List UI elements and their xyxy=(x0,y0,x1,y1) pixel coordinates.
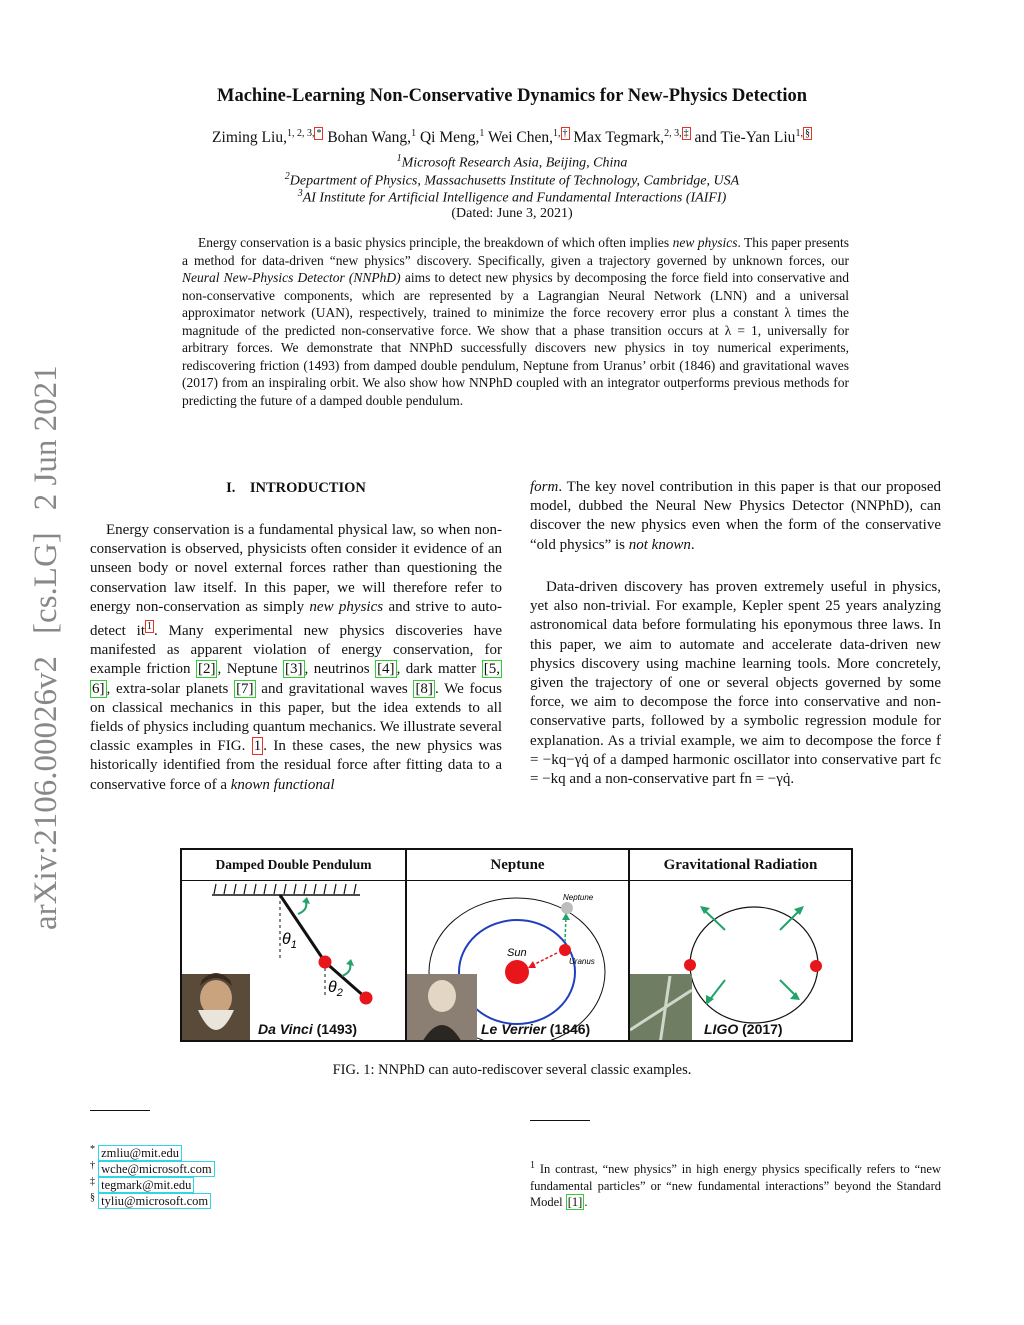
author-note-link[interactable]: † xyxy=(562,128,568,139)
email-note: ‡ tegmark@mit.edu xyxy=(90,1174,194,1194)
email-link[interactable]: tyliu@microsoft.com xyxy=(98,1193,211,1209)
panel-neptune xyxy=(405,848,630,1042)
citation-link[interactable]: [2] xyxy=(197,661,216,678)
neptune-planet xyxy=(561,902,573,914)
affiliation: $^2$Department of Physics, Massachusetts Institute of Technology, Cambridge, USA xyxy=(284,171,740,189)
footnote-link[interactable]: 1 xyxy=(147,621,153,633)
author: and Tie-Yan Liu$^{1,}$ § xyxy=(694,128,810,147)
body-2 xyxy=(810,960,822,972)
theta-1-label: $\theta_1$ xyxy=(282,931,297,951)
email-note: * zmliu@mit.edu xyxy=(90,1142,182,1162)
citation-link[interactable]: [1] xyxy=(567,1195,583,1210)
citation-link[interactable]: 6] xyxy=(92,680,105,697)
author-note-link[interactable]: * xyxy=(316,128,322,139)
sun xyxy=(505,960,529,984)
arxiv-id: arXiv:2106.00026v2 xyxy=(28,655,64,930)
section-heading: I. INTRODUCTION xyxy=(226,480,366,496)
footnote-rule xyxy=(90,1110,150,1111)
panel-damped-pendulum xyxy=(180,848,407,1042)
ceiling-hatch xyxy=(214,884,356,894)
affiliation: $^1$Microsoft Research Asia, Beijing, China xyxy=(396,153,628,171)
panel-title: Damped Double Pendulum xyxy=(182,850,405,881)
email-link[interactable]: wche@microsoft.com xyxy=(98,1161,214,1177)
email-note: § tyliu@microsoft.com xyxy=(90,1190,211,1210)
panel-title: Gravitational Radiation xyxy=(630,850,851,881)
figure-1 xyxy=(180,848,853,1044)
affiliation: $^3$AI Institute for Artificial Intelligence and Fundamental Interactions (IAIFI) xyxy=(297,188,727,206)
email-link[interactable]: zmliu@mit.edu xyxy=(98,1145,182,1161)
panel-caption: LIGO (2017) xyxy=(704,1021,783,1037)
figure-link[interactable]: 1 xyxy=(253,738,262,755)
footnote-rule xyxy=(530,1120,590,1121)
bob-2 xyxy=(360,992,373,1005)
footnote-1: $^1$ In contrast, “new physics” in high energy physics specifically refers to “new fundamental particles” or “new fundamental interactions” beyond the Standard Model [1] . xyxy=(530,1160,941,1210)
pendulum-diagram xyxy=(182,880,405,1040)
abstract: Energy conservation is a basic physics principle, the breakdown of which often implies new physics. This paper presents a method for data-driven “new physics” discovery. Specifically, given a trajectory governed by unknown forces, our Neural New-Physics Detector (NNPhD) aims to detect new physics by decomposing the force field into conservative and non-conservative components, which are represented by a Lagrangian Neural Network (LNN) and a universal approximator network (UAN), respectively, trained to minimize the force recovery error plus a constant λ times the magnitude of the predicted non-conservative force. We show that a phase transition occurs at λ = 1, universally for arbitrary forces. We demonstrate that NNPhD successfully discovers new physics in toy numerical experiments, rediscovering friction (1493) from damped double pendulum, Neptune from Uranus’ orbit (1846) and gravitational waves (2017) from an inspiraling orbit. We also show how NNPhD coupled with an integrator outperforms previous methods for predicting the future of a damped double pendulum. xyxy=(182,235,850,408)
author: Ziming Liu,$^{1, 2, 3,}$ * xyxy=(212,128,322,147)
author: Wei Chen,$^{1,}$ † xyxy=(487,128,568,147)
arxiv-stamp xyxy=(28,365,64,930)
panel-caption: Le Verrier (1846) xyxy=(481,1021,591,1037)
arxiv-category: [cs.LG] xyxy=(28,532,64,634)
orbit-diagram xyxy=(407,880,628,1040)
uranus-label: Uranus xyxy=(569,957,595,966)
paper-title: Machine-Learning Non-Conservative Dynamics for New-Physics Detection xyxy=(216,86,808,106)
author-note-link[interactable]: ‡ xyxy=(683,128,689,139)
panel-caption: Da Vinci (1493) xyxy=(258,1021,358,1037)
intro-left-column: Energy conservation is a fundamental physical law, so when non-conservation is observed, physicists often consider it evidence of an unseen body or novel external forces rather than questioning the conservation law itself. In this paper, we will therefore refer to energy non-conservation as simply new physics and strive to auto-detect it $^1$ . Many experimental new physics discoveries have manifested as apparent violation of energy conservation, for example friction [2] , Neptune [3] , neutrinos [4] , dark matter [5, 6] , extra-solar planets [7] and gravitational waves [8] . We focus on classical mechanics in this paper, but the idea extends to all fields of physics including quantum mechanics. We illustrate several classic examples in FIG. 1 . In these cases, the new physics was historically identified from the residual force after fitting data to a conservative force of a known functional xyxy=(90,522,502,793)
neptune-label: Neptune xyxy=(563,893,594,902)
intro-right-paragraph-2: Data-driven discovery has proven extremely useful in physics, yet also non-trivial. For example, Kepler spent 25 years analyzing astronomical data before formulating his eponymous three laws. In this paper, we aim to automate and accelerate data-driven new physics discovery using machine learning tools. More concretely, given the trajectory of one or several objects governed by some force, we aim to decompose the force into conservative and non-conservative parts, followed by a symbolic regression module for explanation. As a trivial example, we aim to decompose the force f = −kq−γq̇ of a damped harmonic oscillator into conservative part fc = −kq and a non-conservative part fn = −γq̇. xyxy=(530,579,941,788)
body-1 xyxy=(684,959,696,971)
uranus xyxy=(559,944,571,956)
dated-line: (Dated: June 3, 2021) xyxy=(451,206,573,221)
author-list xyxy=(0,128,1024,147)
email-note: † wche@microsoft.com xyxy=(90,1158,215,1178)
citation-link[interactable]: [8] xyxy=(415,680,433,697)
intro-right-paragraph-1: form. The key novel contribution in this paper is that our proposed model, dubbed the Neural New Physics Detector (NNPhD), can discover the new physics even when the form of the conservative “old physics” is not known. xyxy=(530,479,941,553)
panel-title: Neptune xyxy=(407,850,628,881)
author-note-link[interactable]: § xyxy=(804,128,810,139)
inspiral-diagram xyxy=(630,880,851,1040)
citation-link[interactable]: [5, xyxy=(483,661,500,678)
rod-1 xyxy=(280,895,325,962)
email-link[interactable]: tegmark@mit.edu xyxy=(98,1177,194,1193)
sun-label: Sun xyxy=(507,947,527,959)
citation-link[interactable]: [4] xyxy=(377,661,395,678)
citation-link[interactable]: [7] xyxy=(236,680,254,697)
figure-caption: FIG. 1: NNPhD can auto-rediscover several classic examples. xyxy=(332,1062,692,1078)
citation-link[interactable]: [3] xyxy=(285,661,303,678)
bob-1 xyxy=(319,956,332,969)
author: Bohan Wang,$^1$ xyxy=(327,128,417,147)
author: Max Tegmark,$^{2, 3,}$ ‡ xyxy=(573,128,689,147)
arxiv-date: 2 Jun 2021 xyxy=(28,365,64,511)
panel-gravitational-radiation xyxy=(628,848,853,1042)
author: Qi Meng,$^1$ xyxy=(419,128,485,147)
theta-2-label: $\theta_2$ xyxy=(328,979,343,999)
